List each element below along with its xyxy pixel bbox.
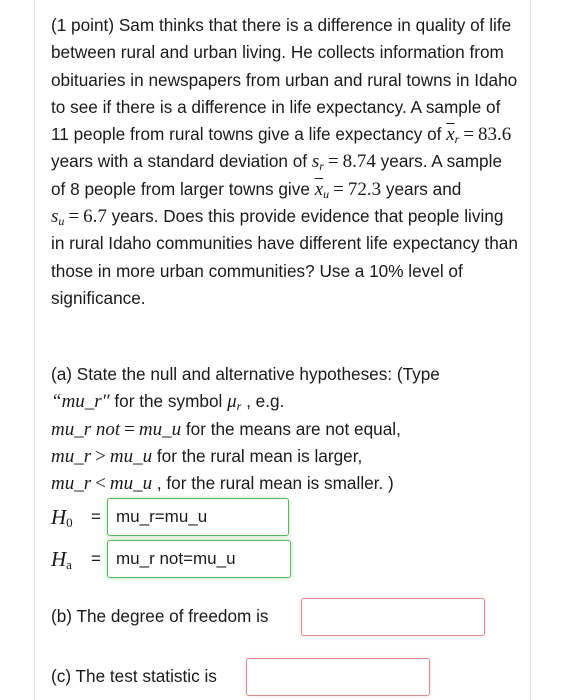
alt-hypothesis-input[interactable]: mu_r not=mu_u: [107, 540, 291, 578]
part-a-line-2: “mu_r″ for the symbol $\mu_r$ , e.g.: [51, 391, 285, 414]
problem-text: (1 point) Sam thinks that there is a difference in quality of life between rural and urban living. He collects information from obituaries in newspapers from urban and rural towns in Idaho to see if there is a difference in life expectancy. A sample of 11 people from rural towns give a life expectancy of $\overline{x}_r = 83.6$ years with a standard deviation of $s_r = 8.74$ years. A sample of 8 people from larger towns give $\overline{x}_u = 72.3$ years and $s_u = 6.7$ years. Does this provide evidence that people living in rural Idaho communities have different life expectancy than those in more urban communities? Use a 10% level of significance.: [51, 15, 518, 308]
ha-label: $H_a$: [51, 546, 72, 572]
null-hypothesis-input[interactable]: mu_r=mu_u: [107, 498, 289, 536]
sr-symbol: $s_r$: [311, 151, 324, 174]
degree-of-freedom-input[interactable]: [301, 598, 485, 636]
h0-label: $H_0$: [51, 504, 73, 530]
xu-value: 72.3: [347, 178, 382, 200]
degree-of-freedom-label: (b) The degree of freedom is: [51, 606, 269, 626]
xu-symbol: $\overline{x}_u$: [314, 178, 330, 201]
su-symbol: $s_u$: [51, 206, 65, 229]
su-value: 6.7: [83, 206, 107, 228]
example-greater: mu_r > mu_u for the rural mean is larger,: [51, 445, 363, 467]
xr-symbol: $\overline{x}_r$: [446, 124, 460, 147]
null-hypothesis-row: $H_0$ = mu_r=mu_u: [51, 497, 289, 537]
mu-r-symbol: $\mu_r$: [227, 391, 242, 414]
part-a-instructions: [51, 361, 521, 497]
test-statistic-label: (c) The test statistic is: [51, 666, 217, 686]
alt-hypothesis-row: $H_a$ = mu_r not=mu_u: [51, 539, 291, 579]
xr-value: 83.6: [478, 124, 512, 146]
example-less: mu_r < mu_u , for the rural mean is smaller. ): [51, 473, 394, 495]
test-statistic-input[interactable]: [246, 658, 430, 696]
problem-statement: [51, 12, 521, 312]
part-a-line-1: (a) State the null and alternative hypotheses: (Type: [51, 364, 440, 384]
example-not-equal: mu_r not = mu_u for the means are not equal,: [51, 418, 401, 440]
sr-value: 8.74: [342, 151, 376, 173]
